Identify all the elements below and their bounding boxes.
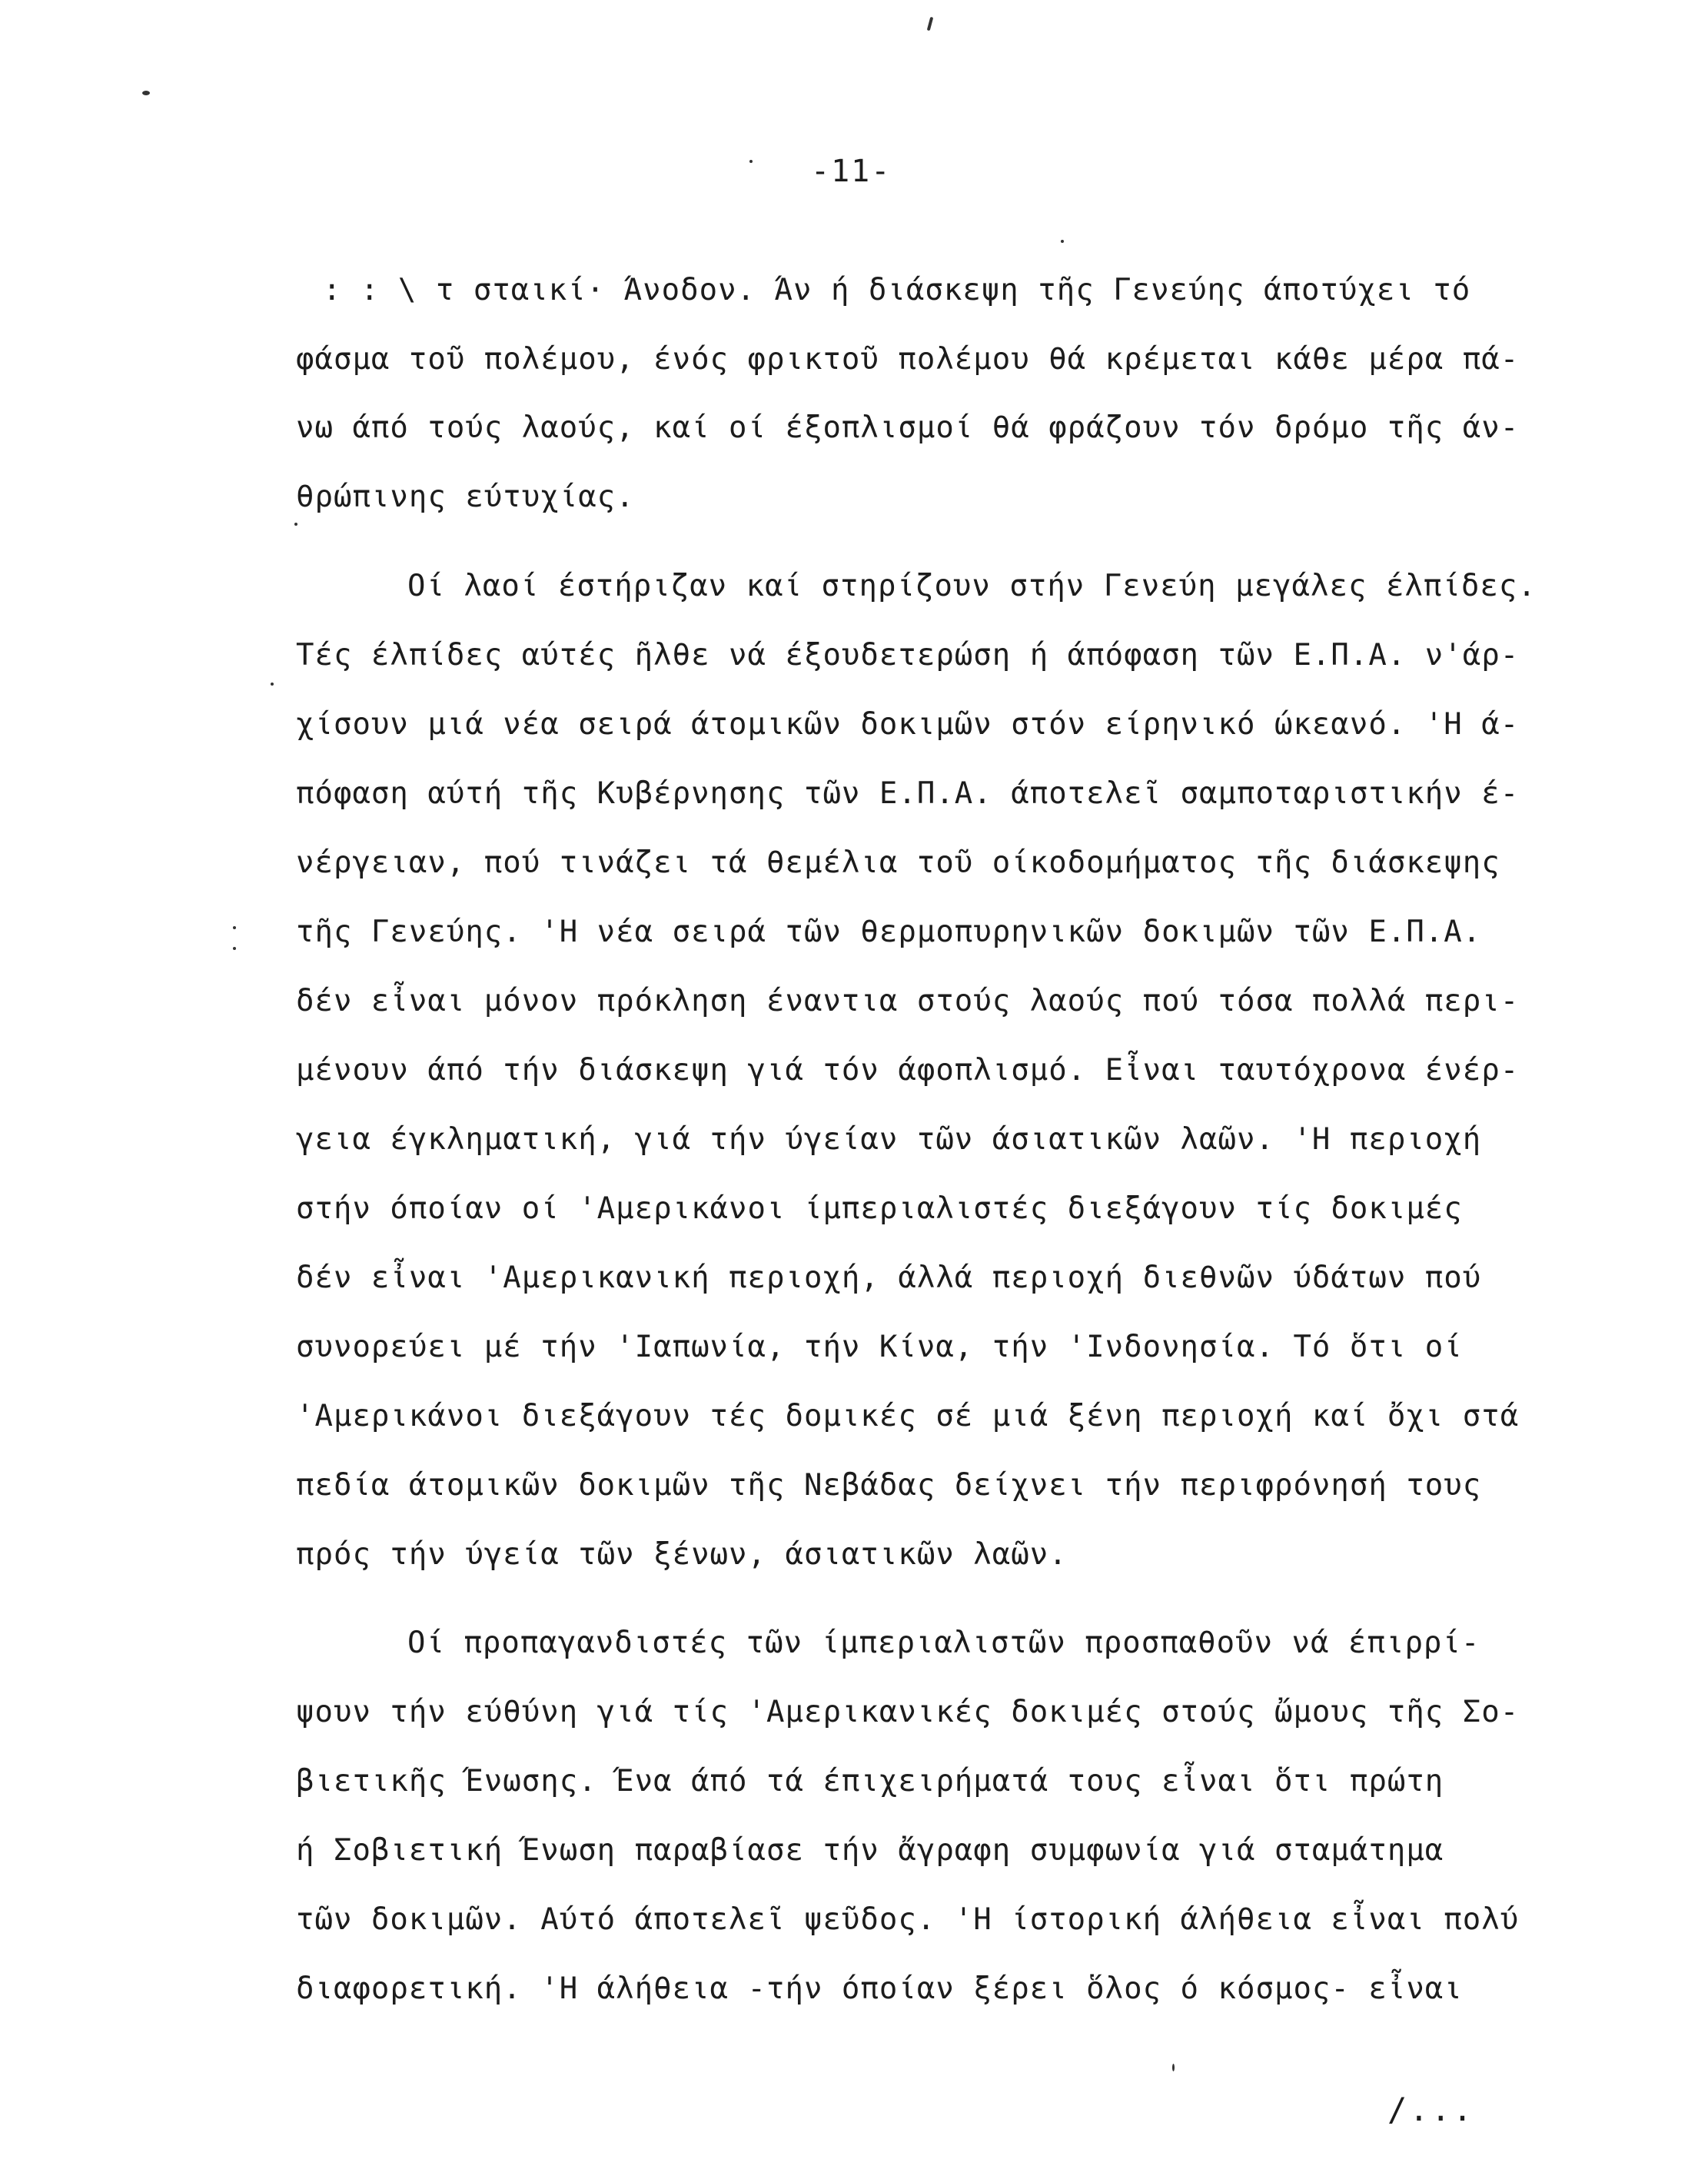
text-line: ψουν τήν εύθύνη γιά τίς 'Αμερικανικές δοκιμές στούς ὤμους τῆς Σο- [296,1695,1520,1729]
text-line: Οί προπαγανδιστές τῶν ίμπεριαλιστῶν προσπαθοῦν νά έπιρρί- [407,1626,1480,1660]
text-line: μένουν άπό τήν διάσκεψη γιά τόν άφοπλισμό. Εἶναι ταυτόχρονα ένέρ- [296,1053,1520,1088]
text-line: διαφορετική. 'Η άλήθεια -τήν όποίαν ξέρει ὅλος ό κόσμος- εἶναι [296,1971,1463,2006]
scan-speck [927,17,934,31]
text-line: γεια έγκληματική, γιά τήν ύγείαν τῶν άσιατικῶν λαῶν. 'Η περιοχή [296,1122,1482,1157]
text-line: νω άπό τούς λαούς, καί οί έξοπλισμοί θά φράζουν τόν δρόμο τῆς άν- [296,410,1520,445]
text-line: χίσουν μιά νέα σειρά άτομικῶν δοκιμῶν στόν είρηνικό ώκεανό. 'Η ά- [296,707,1520,742]
text-line: ή Σοβιετική Ένωση παραβίασε τήν ἄγραφη συμφωνία γιά σταμάτημα [296,1833,1444,1868]
text-line: στήν όποίαν οί 'Αμερικάνοι ίμπεριαλιστές διεξάγουν τίς δοκιμές [296,1191,1463,1226]
text-line: βιετικῆς Ένωσης. Ένα άπό τά έπιχειρήματά τους εἶναι ὅτι πρώτη [296,1764,1444,1799]
text-line: 'Αμερικάνοι διεξάγουν τές δομικές σέ μιά ξένη περιοχή καί ὄχι στά [296,1399,1520,1433]
text-line: θρώπινης εύτυχίας. [296,480,635,514]
text-line: πρός τήν ύγεία τῶν ξένων, άσιατικῶν λαῶν. [296,1537,1068,1572]
text-line: Τές έλπίδες αύτές ῆλθε νά έξουδετερώση ή άπόφαση τῶν Ε.Π.Α. ν'άρ- [296,638,1520,673]
text-line: Οί λαοί έστήριζαν καί στηρίζουν στήν Γενεύη μεγάλες έλπίδες. [407,569,1537,603]
scan-speck [233,926,236,929]
text-line: νέργειαν, πού τινάζει τά θεμέλια τοῦ οίκοδομήματος τῆς διάσκεψης [296,845,1500,880]
scan-speck [1172,2064,1175,2071]
text-line: : : \ τ σταικί· Άνοδον. Άν ή διάσκεψη τῆς Γενεύης άποτύχει τό [323,273,1471,307]
scan-speck [271,683,274,686]
continuation-mark: /... [1387,2091,1475,2128]
page-number: -11- [811,154,892,189]
scan-speck [1061,240,1064,243]
text-line: πόφαση αύτή τῆς Κυβέρνησης τῶν Ε.Π.Α. άποτελεῖ σαμποταριστικήν έ- [296,776,1520,811]
scan-speck [233,947,236,950]
text-line: πεδία άτομικῶν δοκιμῶν τῆς Νεβάδας δείχνει τήν περιφρόνησή τους [296,1468,1482,1503]
scan-speck [294,523,297,526]
text-line: δέν εἶναι μόνον πρόκληση έναντια στούς λαούς πού τόσα πολλά περι- [296,984,1520,1018]
text-line: συνορεύει μέ τήν 'Ιαπωνία, τήν Κίνα, τήν 'Ινδονησία. Τό ὅτι οί [296,1330,1463,1364]
text-line: τῆς Γενεύης. 'Η νέα σειρά τῶν θερμοπυρηνικῶν δοκιμῶν τῶν Ε.Π.Α. [296,915,1482,949]
scan-speck [142,91,150,95]
scan-speck [749,160,753,163]
text-line: φάσμα τοῦ πολέμου, ένός φρικτοῦ πολέμου θά κρέμεται κάθε μέρα πά- [296,342,1520,377]
text-line: δέν εἶναι 'Αμερικανική περιοχή, άλλά περιοχή διεθνῶν ύδάτων πού [296,1261,1482,1295]
text-line: τῶν δοκιμῶν. Αύτό άποτελεῖ ψεῦδος. 'Η ίστορική άλήθεια εἶναι πολύ [296,1902,1520,1937]
